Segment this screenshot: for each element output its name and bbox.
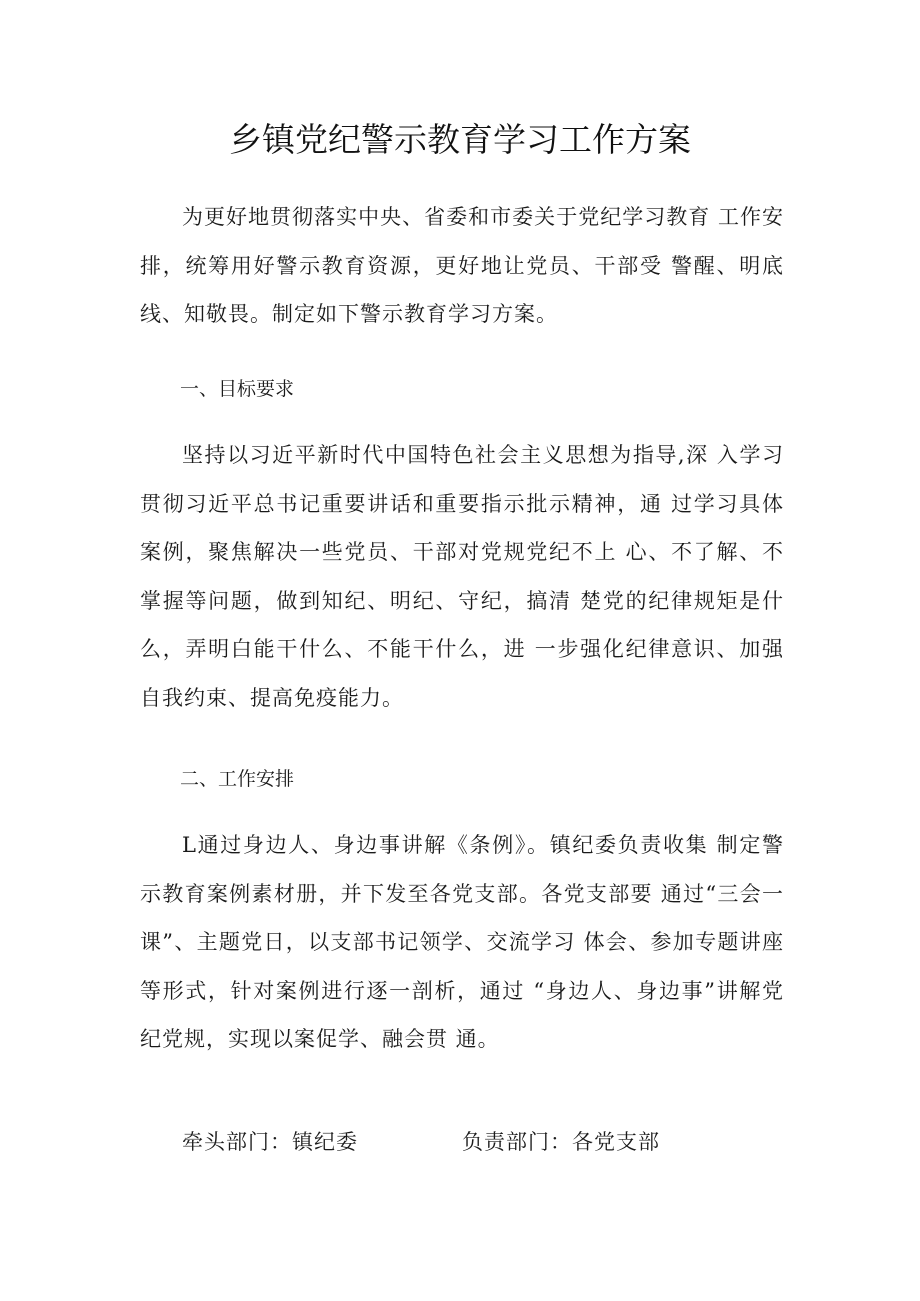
work-item-1-paragraph: L通过身边人、身边事讲解《条例》。镇纪委负责收集 制定警示教育案例素材册，并下发至各党支部。各党支部要 通过“三会一课”、主题党日，以支部书记领学、交流学习 体会、参加专题讲座等形式，针对案例进行逐一剖析，通过 “身边人、身边事”讲解党纪党规，实现以案促学、融会贯 通。 — [140, 833, 784, 1051]
document-title: 乡镇党纪警示教育学习工作方案 — [229, 120, 691, 159]
department-line — [182, 1127, 660, 1157]
section-heading-work-arrangement: 二、工作安排 — [180, 768, 295, 790]
lead-department: 牵头部门：镇纪委 — [182, 1130, 358, 1154]
responsible-department: 负责部门：各党支部 — [462, 1130, 660, 1154]
goals-paragraph: 坚持以习近平新时代中国特色社会主义思想为指导,深 入学习贯彻习近平总书记重要讲话和重要指示批示精神，通 过学习具体案例，聚焦解决一些党员、干部对党规党纪不上 心、不了解、不掌握等问题，做到知纪、明纪、守纪，搞清 楚党的纪律规矩是什么，弄明白能干什么、不能干什么，进 一步强化纪律意识、加强自我约束、提高免疫能力。 — [140, 443, 784, 710]
section-heading-goals: 一、目标要求 — [180, 378, 295, 400]
intro-paragraph: 为更好地贯彻落实中央、省委和市委关于党纪学习教育 工作安排，统筹用好警示教育资源，更好地让党员、干部受 警醒、明底线、知敬畏。制定如下警示教育学习方案。 — [140, 205, 784, 326]
